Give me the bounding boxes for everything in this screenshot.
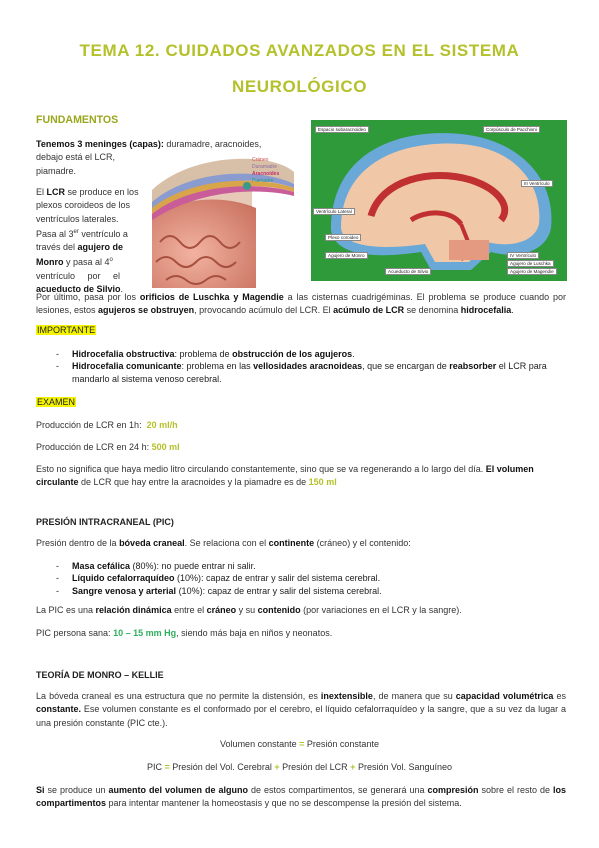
label-importante: IMPORTANTE <box>37 325 96 335</box>
list-item: - Masa cefálica (80%): no puede entrar ni salir. <box>36 560 566 572</box>
hidrocefalia-types-list <box>36 348 566 385</box>
label-espacio-subaracnoideo: Espacio subaracnoideo <box>315 126 369 133</box>
fig1-label-aracnoides: Aracnoides <box>252 171 280 177</box>
doc-title-line1: TEMA 12. CUIDADOS AVANZADOS EN EL SISTEMA <box>79 41 520 60</box>
meninges-illustration <box>152 142 294 288</box>
list-item: - Sangre venosa y arterial (10%): capaz de entrar y salir del sistema cerebral. <box>36 585 566 597</box>
compresion-paragraph: Si se produce un aumento del volumen de alguno de estos compartimentos, se generará una compresión sobre el resto de los compartimentos para intentar mantener la homeostasis y que no se descompense la presión del sistema. <box>36 785 567 809</box>
hidrocefalia-paragraph: Por último, pasa por los orificios de Luschka y Magendie a las cisternas cuadrigéminas. El problema se produce cuando por lesiones, estos agujeros se obstruyen, provocando acúmulo del LCR. El acúmulo de LCR se denomina hidrocefalia. <box>36 292 566 316</box>
pic-sana: PIC persona sana: 10 – 15 mm Hg, siendo más baja en niños y neonatos. <box>36 628 333 638</box>
pic-relacion: La PIC es una relación dinámica entre el cráneo y su contenido (por variaciones en el LCR y la sangre). <box>36 605 462 615</box>
list-item: - Hidrocefalia comunicante: problema en las vellosidades aracnoideas, que se encargan de reabsorber el LCR para mandarlo al sistema venoso cerebral. <box>36 360 566 385</box>
label-agujero-magendie: Agujero de Magendie <box>507 268 557 275</box>
label-agujero-monro: Agujero de Monro <box>325 252 368 259</box>
lcr-1h: Producción de LCR en 1h: 20 ml/h <box>36 420 178 430</box>
equation-pic: PIC = Presión del Vol. Cerebral + Presión del LCR + Presión Vol. Sanguíneo <box>146 762 453 772</box>
label-examen: EXAMEN <box>37 397 76 407</box>
monro-paragraph: La bóveda craneal es una estructura que no permite la distensión, es inextensible, de manera que su capacidad volumétrica es constante. Ese volumen constante es el conformado por el cerebro, el líquido cefalorraquídeo y la sangre, que a su vez da lugar a una presión constante (PIC cte.). <box>36 691 566 728</box>
label-agujero-luschka: Agujero de Luschka <box>507 260 554 267</box>
contenido-list <box>36 560 566 597</box>
list-item: - Líquido cefalorraquídeo (10%): capaz de entrar y salir del sistema cerebral. <box>36 572 566 584</box>
fig1-label-craneo: Cráneo <box>252 157 269 163</box>
volumen-circulante-paragraph: Esto no significa que haya medio litro circulando constantemente, sino que se va regenerando a lo largo del día. El volumen circulante de LCR que hay entre la aracnoides y la piamadre es de 150 ml <box>36 464 534 488</box>
lcr-text: El LCR se produce en los plexos coroideos de los ventrículos laterales. Pasa al 3er ventrículo a través del agujero de Monro y pasa al 4$^o$ ventrículo por el acueducto de Silvio. <box>36 187 139 295</box>
heading-pic: PRESIÓN INTRACRANEAL (PIC) <box>36 517 174 527</box>
label-acueducto-silvio: Acueducto de Silvio <box>385 268 431 275</box>
fig1-label-duramadre: Duramadre <box>252 164 278 170</box>
meninges-text: Tenemos 3 meninges (capas): duramadre, aracnoides, debajo está el LCR, piamadre. <box>36 139 262 176</box>
label-ventriculo-lateral: Ventrículo Lateral <box>313 208 355 215</box>
equation-volumen-presion: Volumen constante = Presión constante <box>220 739 379 749</box>
fig1-label-piamadre: Piamadre <box>252 178 274 184</box>
label-plexo-coroideo: Plexo coroideo <box>325 234 361 241</box>
label-pacchioni: Corpúsculo de Pacchioni <box>483 126 540 133</box>
list-item: - Hidrocefalia obstructiva: problema de obstrucción de los agujeros. <box>36 348 566 360</box>
doc-title-line2: NEUROLÓGICO <box>231 77 368 96</box>
lcr-24h: Producción de LCR en 24 h: 500 ml <box>36 442 180 452</box>
heading-fundamentos: FUNDAMENTOS <box>36 114 119 126</box>
heading-monro-kellie: TEORÍA DE MONRO – KELLIE <box>36 670 164 680</box>
ventricles-diagram <box>311 120 567 281</box>
label-iii-ventriculo: III Ventrículo <box>521 180 553 187</box>
pic-definition: Presión dentro de la bóveda craneal. Se relaciona con el continente (cráneo) y el contenido: <box>36 538 411 548</box>
label-iv-ventriculo: IV Ventrículo <box>507 252 539 259</box>
